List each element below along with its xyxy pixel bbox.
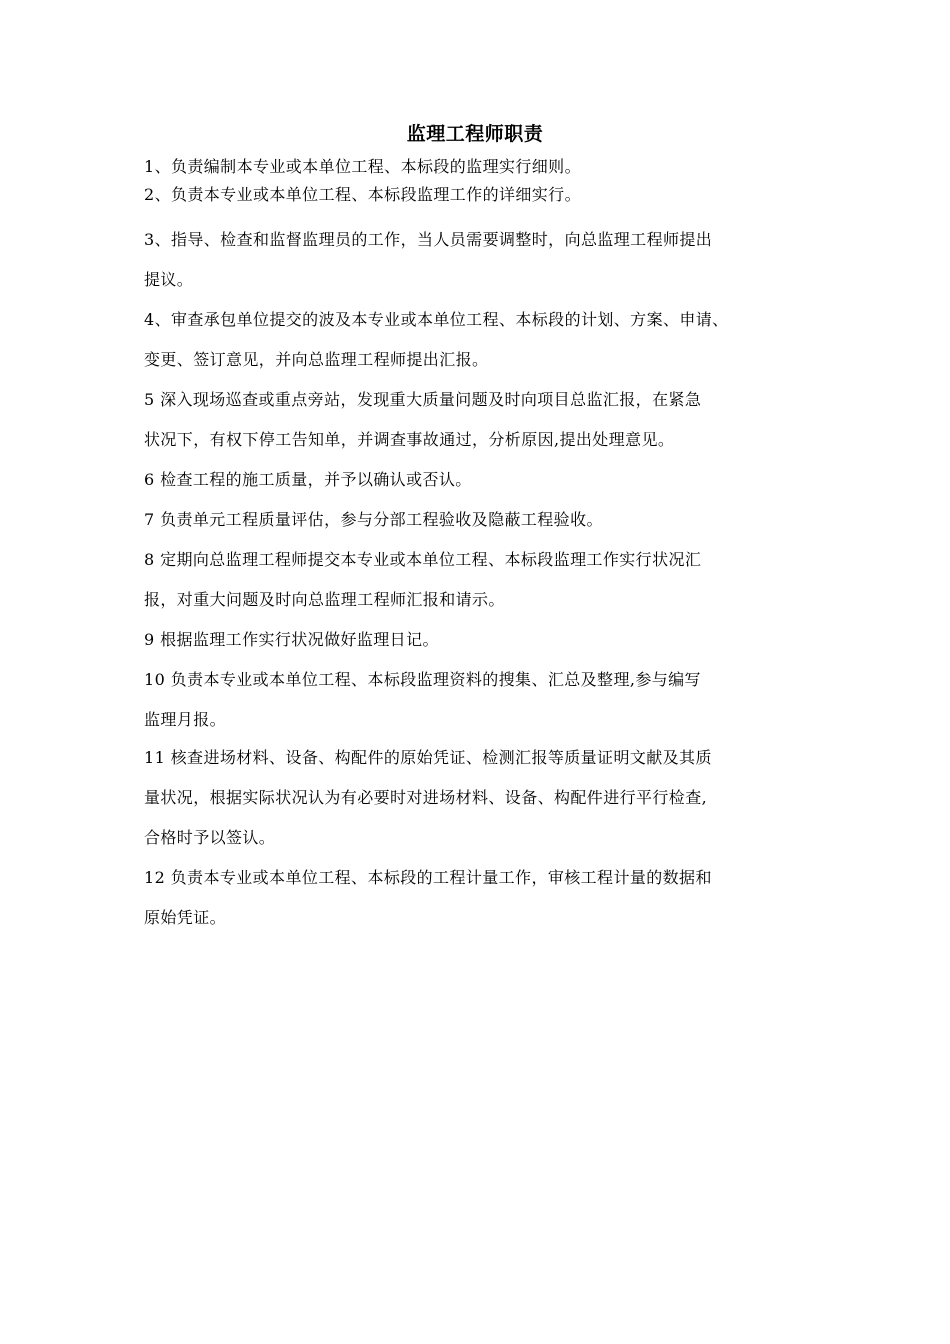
duty-item-12 xyxy=(144,858,834,938)
duty-line: 10 负责本专业或本单位工程、本标段监理资料的搜集、汇总及整理,参与编写 xyxy=(144,670,701,689)
duty-line: 3、指导、检查和监督监理员的工作，当人员需要调整时，向总监理工程师提出 xyxy=(144,230,713,249)
duty-item-4 xyxy=(144,300,834,380)
duty-line: 7 负责单元工程质量评估，参与分部工程验收及隐蔽工程验收。 xyxy=(144,510,603,529)
document-title: 监理工程师职责 xyxy=(406,123,544,145)
duty-line: 6 检查工程的施工质量，并予以确认或否认。 xyxy=(144,470,472,489)
duty-line: 状况下，有权下停工告知单，并调查事故通过，分析原因,提出处理意见。 xyxy=(144,430,675,449)
duty-line: 合格时予以签认。 xyxy=(144,828,276,847)
duty-item-10 xyxy=(144,660,834,740)
duty-line: 1、负责编制本专业或本单位工程、本标段的监理实行细则。 xyxy=(144,157,581,176)
duty-line: 4、审查承包单位提交的波及本专业或本单位工程、本标段的计划、方案、申请、 xyxy=(144,310,729,329)
duty-item-9 xyxy=(144,620,834,660)
duty-line: 12 负责本专业或本单位工程、本标段的工程计量工作，审核工程计量的数据和 xyxy=(144,868,712,887)
duty-item-5 xyxy=(144,380,834,460)
duty-line: 提议。 xyxy=(144,270,194,289)
duty-line: 11 核查进场材料、设备、构配件的原始凭证、检测汇报等质量证明文献及其质 xyxy=(144,748,712,767)
duty-line: 9 根据监理工作实行状况做好监理日记。 xyxy=(144,630,439,649)
duty-line: 5 深入现场巡查或重点旁站，发现重大质量问题及时向项目总监汇报，在紧急 xyxy=(144,390,702,409)
duty-line: 变更、签订意见，并向总监理工程师提出汇报。 xyxy=(144,350,489,369)
duty-line: 监理月报。 xyxy=(144,710,227,729)
duty-item-11 xyxy=(144,738,834,858)
duty-item-1 xyxy=(144,153,834,181)
duty-item-7 xyxy=(144,500,834,540)
duty-line: 量状况，根据实际状况认为有必要时对进场材料、设备、构配件进行平行检查, xyxy=(144,788,708,807)
duty-line: 报，对重大问题及时向总监理工程师汇报和请示。 xyxy=(144,590,505,609)
duty-item-8 xyxy=(144,540,834,620)
duty-item-2 xyxy=(144,181,834,209)
duty-line: 2、负责本专业或本单位工程、本标段监理工作的详细实行。 xyxy=(144,185,581,204)
duty-line: 原始凭证。 xyxy=(144,908,227,927)
duty-item-3 xyxy=(144,220,834,300)
duty-item-6 xyxy=(144,460,834,500)
duty-line: 8 定期向总监理工程师提交本专业或本单位工程、本标段监理工作实行状况汇 xyxy=(144,550,702,569)
